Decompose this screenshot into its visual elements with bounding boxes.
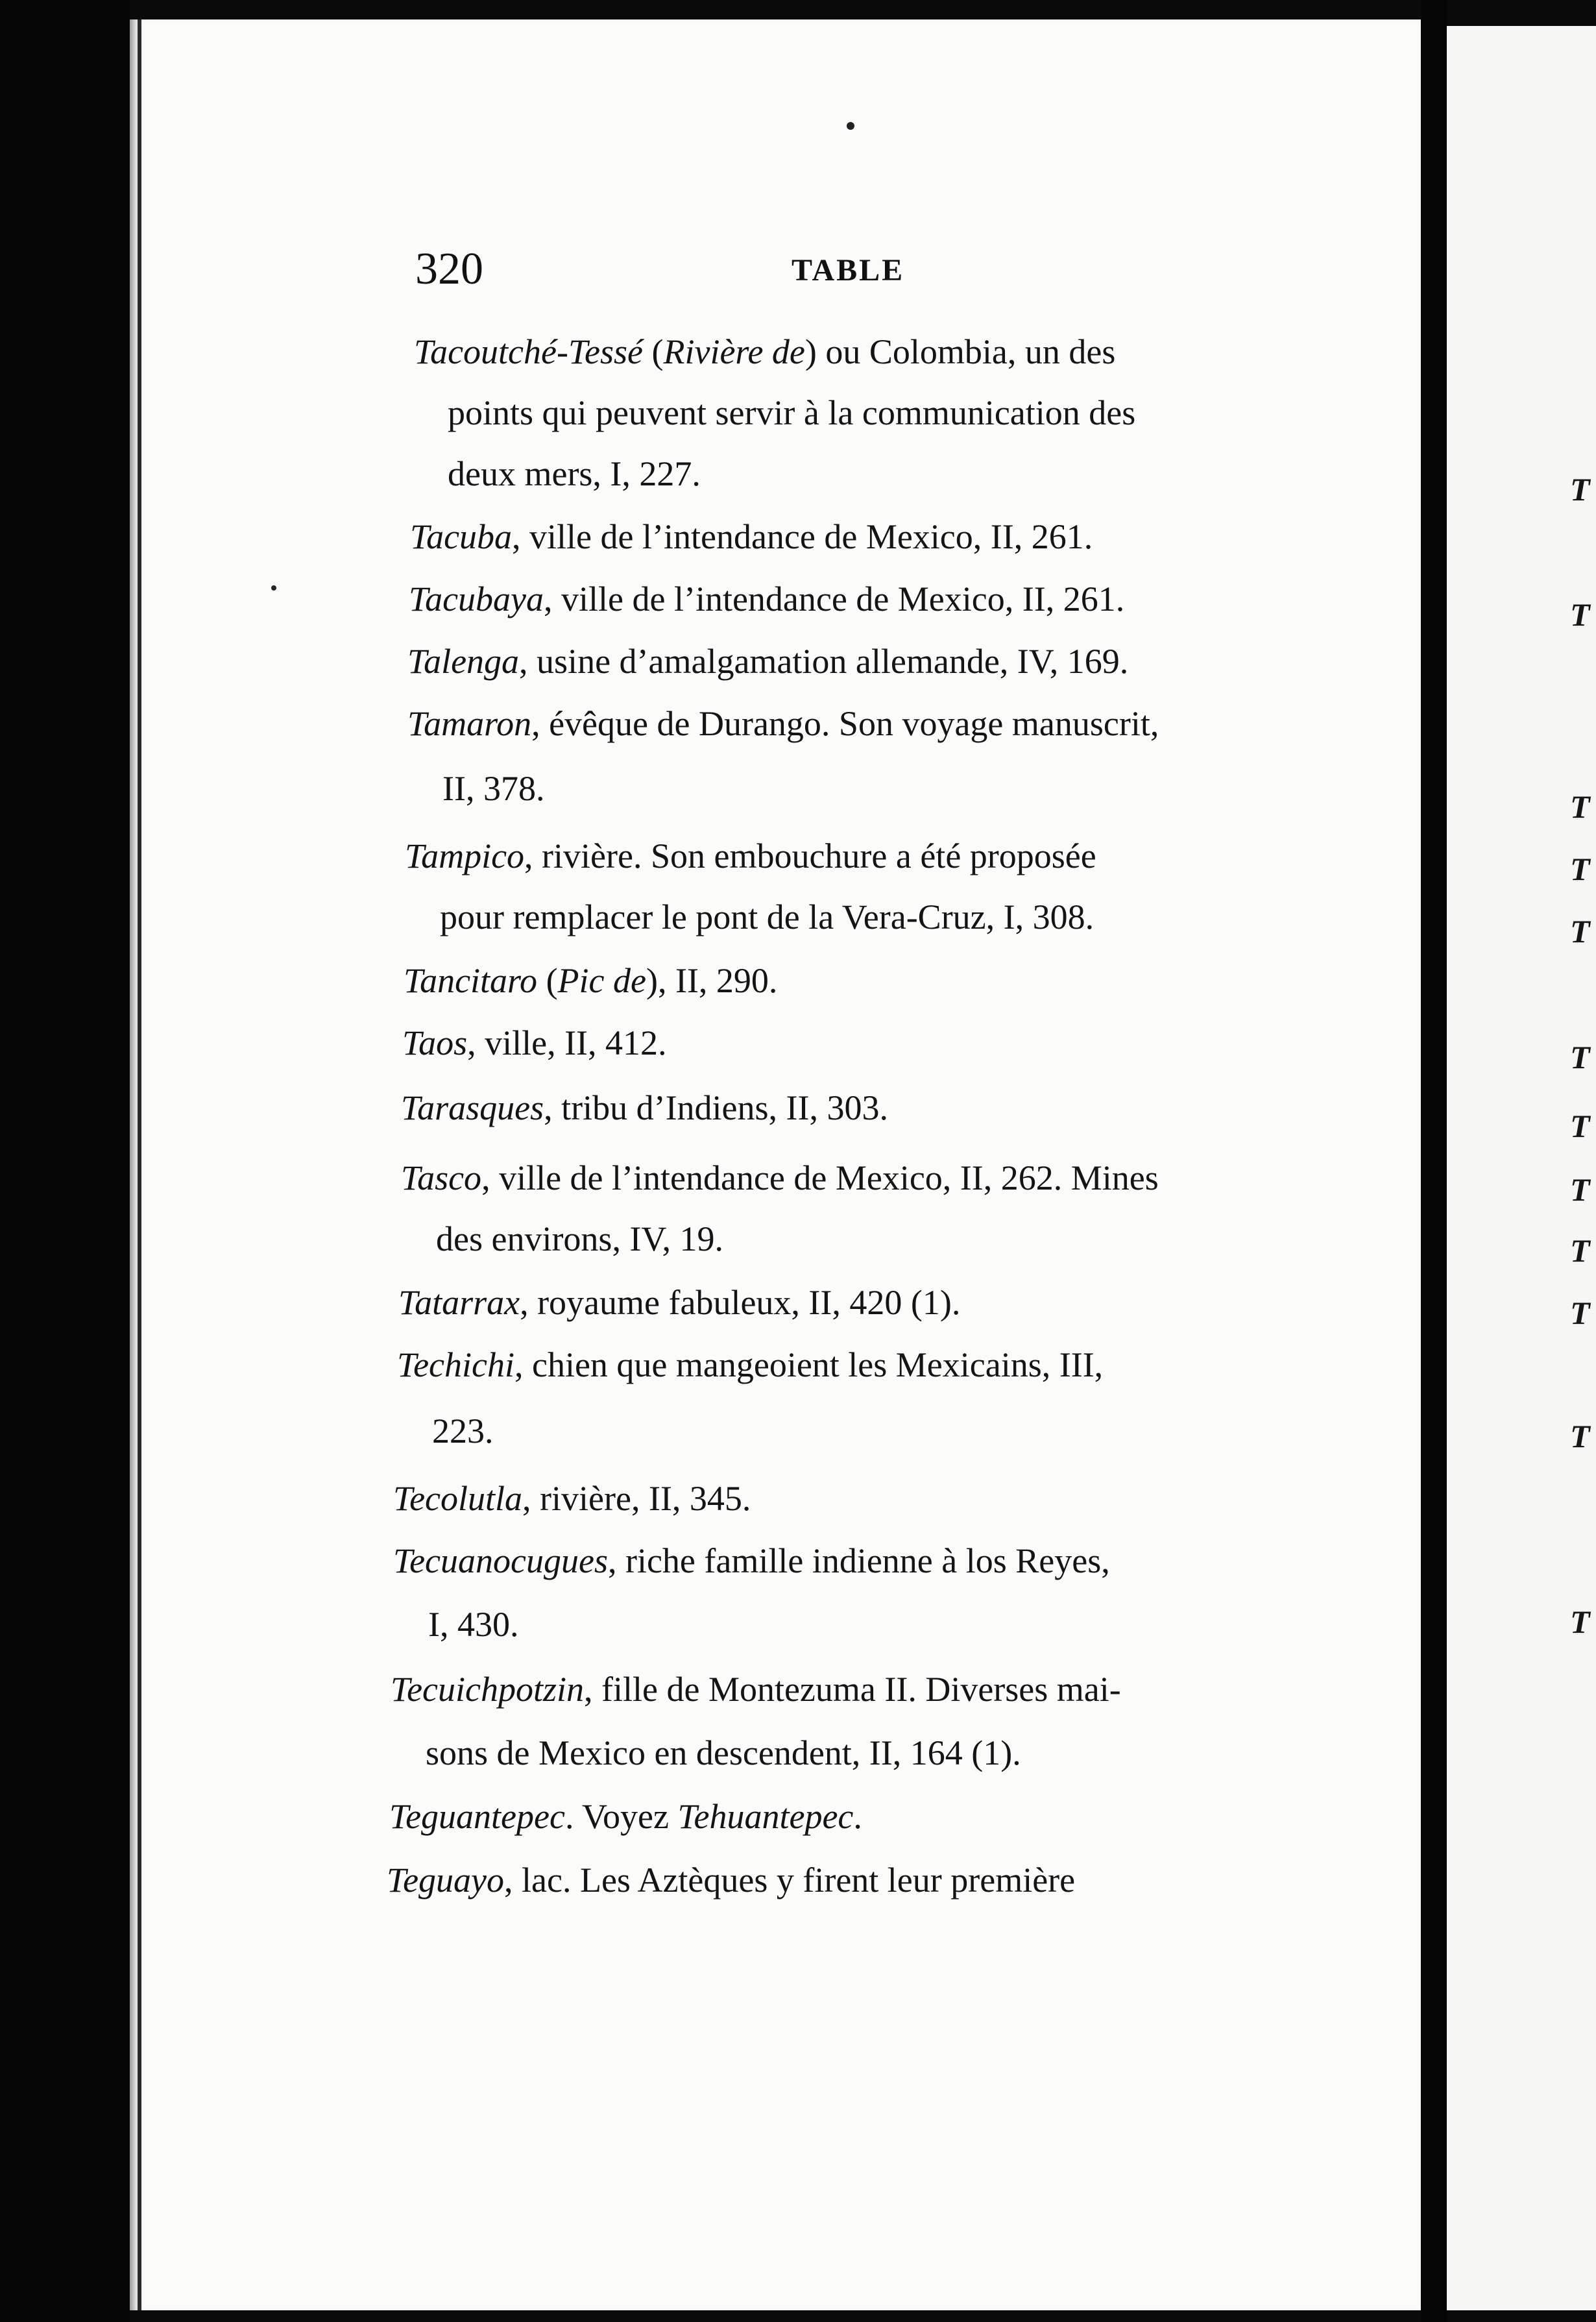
adjacent-page-letter: T: [1570, 1232, 1590, 1269]
adjacent-page-letter: T: [1570, 788, 1590, 825]
index-entry-line: Teguayo, lac. Les Aztèques y firent leur première: [387, 1861, 1076, 1900]
index-entry-continuation: deux mers, I, 227.: [448, 454, 701, 493]
running-title: TABLE: [792, 253, 905, 287]
entry-headword: Tacuba: [410, 517, 513, 556]
entry-headword: Teguayo: [387, 1861, 505, 1900]
index-entry-continuation: I, 430.: [428, 1605, 519, 1644]
scan-speck: [847, 122, 854, 130]
index-entry-line: Tatarrax, royaume fabuleux, II, 420 (1).: [398, 1283, 961, 1322]
index-entry-line: Tacuba, ville de l’intendance de Mexico, II, 261.: [410, 517, 1093, 556]
scan-border-left: [0, 0, 130, 2322]
index-entry-line: Tamaron, évêque de Durango. Son voyage manuscrit,: [407, 704, 1159, 743]
book-gutter: [1421, 0, 1447, 2322]
index-entry-line: Tancitaro (Pic de), II, 290.: [404, 961, 778, 1000]
entry-headword: Tasco: [401, 1158, 482, 1197]
index-entry-continuation: II, 378.: [442, 769, 545, 808]
entry-headword: Techichi: [397, 1345, 514, 1384]
index-entry-line: Tacubaya, ville de l’intendance de Mexico, II, 261.: [409, 580, 1125, 618]
entry-headword: Tamaron: [407, 704, 532, 743]
index-entry-line: Tecuichpotzin, fille de Montezuma II. Diverses mai-: [391, 1670, 1121, 1709]
entry-headword: Tampico: [405, 837, 525, 875]
adjacent-page-letter: T: [1570, 596, 1590, 633]
index-entry-line: Techichi, chien que mangeoient les Mexicains, III,: [397, 1345, 1104, 1384]
index-entry-line: Tecolutla, rivière, II, 345.: [393, 1479, 751, 1518]
page-edge-shadow: [138, 19, 141, 2310]
scan-speck: [271, 585, 276, 591]
index-entry-line: Tacoutché-Tessé (Rivière de) ou Colombia, un des: [414, 332, 1116, 371]
index-entry-line: Tarasques, tribu d’Indiens, II, 303.: [401, 1088, 888, 1127]
index-entry-continuation: 223.: [432, 1412, 494, 1450]
index-entry-line: Tecuanocugues, riche famille indienne à los Reyes,: [393, 1541, 1110, 1580]
page-header: [415, 237, 1285, 302]
adjacent-page-letter: T: [1570, 1418, 1590, 1454]
index-entry-line: Taos, ville, II, 412.: [402, 1023, 667, 1062]
index-entry-line: Talenga, usine d’amalgamation allemande, IV, 169.: [407, 642, 1129, 681]
adjacent-page: [1447, 26, 1596, 2310]
adjacent-page-letter: T: [1570, 1171, 1590, 1208]
entry-headword: Tarasques: [401, 1088, 544, 1127]
entry-headword: Tecuanocugues: [393, 1541, 608, 1580]
entry-headword: Tacubaya: [409, 580, 544, 618]
entry-headword: Tacoutché-Tessé: [414, 332, 644, 371]
entry-headword: Talenga: [407, 642, 520, 681]
adjacent-page-letter: T: [1570, 1295, 1590, 1331]
index-entry-continuation: des environs, IV, 19.: [436, 1219, 723, 1258]
adjacent-page-letter: T: [1570, 1108, 1590, 1144]
index-entry-line: Teguantepec. Voyez Tehuantepec.: [389, 1797, 862, 1836]
index-entry-continuation: sons de Mexico en descendent, II, 164 (1).: [426, 1733, 1021, 1772]
page-number: 320: [415, 244, 483, 294]
adjacent-page-letter: T: [1570, 1039, 1590, 1075]
entry-headword: Taos: [402, 1023, 468, 1062]
entry-headword: Tecuichpotzin: [391, 1670, 585, 1709]
adjacent-page-letter: T: [1570, 471, 1590, 507]
adjacent-page-letter: T: [1570, 913, 1590, 949]
index-entry-continuation: points qui peuvent servir à la communication des: [448, 393, 1136, 432]
entry-headword: Teguantepec: [389, 1797, 565, 1836]
adjacent-page-letter: T: [1570, 851, 1590, 887]
entry-headword: Tatarrax: [398, 1283, 520, 1322]
adjacent-page-letter: T: [1570, 1604, 1590, 1640]
entry-headword: Tancitaro: [404, 961, 538, 1000]
index-entry-continuation: pour remplacer le pont de la Vera-Cruz, I, 308.: [440, 898, 1094, 936]
index-entry-line: Tampico, rivière. Son embouchure a été proposée: [405, 837, 1096, 875]
entry-headword: Tecolutla: [393, 1479, 523, 1518]
index-entry-line: Tasco, ville de l’intendance de Mexico, II, 262. Mines: [401, 1158, 1159, 1197]
